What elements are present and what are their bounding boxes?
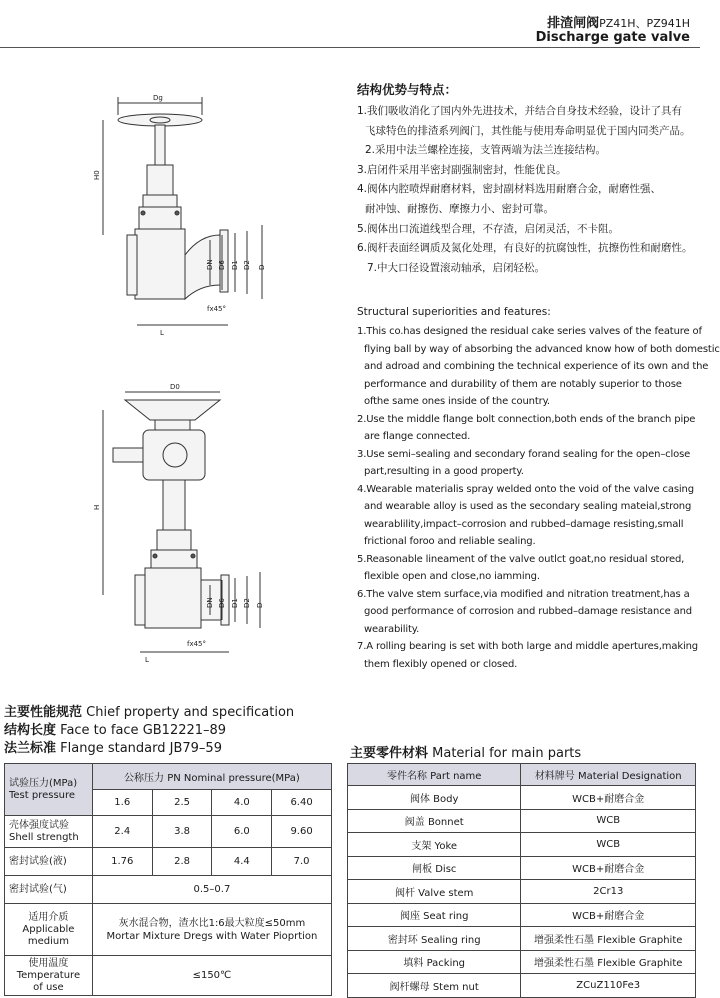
feature-en-line: and wearable alloy is used as the secondary sealing mateial,strong: [364, 501, 692, 512]
feature-en-line: ofthe same ones inside of the country.: [364, 396, 550, 407]
feature-cn-line: 飞球特色的排渣系列阀门，其性能与使用寿命明显优于国内同类产品。: [365, 124, 691, 137]
material: WCB+耐磨合金: [521, 903, 696, 927]
dim-dg: Dg: [153, 94, 163, 102]
feature-cn-line: 1.我们吸收消化了国内外先进技术，并结合自身技术经验，设计了具有: [357, 105, 683, 117]
material: 增强柔性石墨 Flexible Graphite: [521, 950, 696, 974]
spec-line-2: 结构长度 Face to face GB12221–89: [4, 723, 227, 738]
seal-gas-label: 密封试验(气): [5, 876, 93, 904]
part-name: 阀体 Body: [348, 786, 521, 810]
feature-en-line: 6.The valve stem surface,via modified and nitration treatment,has a: [357, 588, 690, 600]
part-name: 密封环 Sealing ring: [348, 927, 521, 951]
feature-cn-line: 3.启闭件采用半密封副强制密封，性能优良。: [357, 163, 567, 176]
dim-l: L: [160, 329, 164, 337]
cell: 6.0: [212, 816, 272, 848]
feature-en-line: and adroad and combining the technical experience of its own and the: [364, 361, 709, 372]
header-title-en: Discharge gate valve: [535, 30, 690, 45]
table-row: [348, 974, 696, 998]
dim-dn-2: DN: [206, 597, 214, 608]
table-row: [348, 833, 696, 857]
feature-en-line: 3.Use semi–sealing and secondary forand sealing for the open–close: [357, 448, 691, 460]
seal-liquid-label: 密封试验(液): [5, 848, 93, 876]
feature-cn-line: 耐冲蚀、耐擦伤、摩擦力小、密封可靠。: [365, 202, 554, 215]
temperature-label: 使用温度 Temperature of use: [5, 956, 93, 996]
table-row: [5, 848, 332, 876]
table-row: [348, 880, 696, 904]
handwheel-valve-drawing: [95, 85, 295, 340]
material: 增强柔性石墨 Flexible Graphite: [521, 927, 696, 951]
dim-dn: DN: [206, 259, 214, 270]
feature-en-line: them flexibly opened or closed.: [364, 658, 518, 670]
part-name: 闸板 Disc: [348, 856, 521, 880]
table-row: [5, 876, 332, 904]
features-en-list: [357, 323, 720, 673]
feature-cn-line: 7.中大口径设置滚动轴承，启闭轻松。: [367, 261, 546, 274]
dim-d6: D6: [218, 260, 226, 270]
cell: 2.4: [92, 816, 152, 848]
feature-en-line: wearablility,impact–corrosion and rubbed–damage resisting,small: [364, 518, 684, 530]
feature-en-line: part,resulting in a good property.: [364, 466, 524, 477]
pn-value: 6.40: [272, 790, 332, 816]
material: 2Cr13: [521, 880, 696, 904]
feature-en-line: 4.Wearable materialis spray welded onto the void of the valve casing: [357, 483, 694, 495]
feature-cn-line: 6.阀杆表面经调质及氮化处理，有良好的抗腐蚀性，抗擦伤性和耐磨性。: [357, 242, 693, 255]
cell: 3.8: [152, 816, 212, 848]
spec-line-1: 主要性能规范 Chief property and specification: [4, 705, 295, 720]
feature-en-line: flexible open and close,no iamming.: [364, 571, 540, 582]
feature-en-line: flying ball by way of absorbing the advanced know how of both domestic: [364, 343, 720, 355]
header-title-cn: 排渣闸阀: [547, 16, 600, 31]
header-divider: [0, 47, 700, 48]
table-row: [348, 786, 696, 810]
feature-en-line: 2.Use the middle flange bolt connection,both ends of the branch pipe: [357, 413, 696, 425]
material: WCB: [521, 833, 696, 857]
shell-strength-label: 壳体强度试验 Shell strength: [5, 816, 93, 848]
part-name: 填料 Packing: [348, 950, 521, 974]
feature-en-line: 1.This co.has designed the residual cake series valves of the feature of: [357, 326, 702, 337]
feature-en-line: frictional foroo and reliable sealing.: [364, 536, 536, 547]
features-en-title: Structural superiorities and features:: [357, 306, 551, 318]
part-name-header: 零件名称 Part name: [348, 764, 521, 786]
pn-value: 4.0: [212, 790, 272, 816]
feature-en-line: 7.A rolling bearing is set with both large and middle apertures,making: [357, 641, 698, 652]
dim-d1: D1: [231, 260, 239, 270]
dim-d0: D0: [170, 383, 180, 391]
dim-h: H: [93, 504, 101, 510]
spec-line-3: 法兰标准 Flange standard JB79–59: [4, 741, 222, 756]
dim-d6-2: D6: [218, 598, 226, 608]
dim-fx45-2: fx45°: [187, 640, 207, 648]
dim-fx45: fx45°: [207, 305, 227, 313]
cell: 1.76: [92, 848, 152, 876]
part-name: 阀杆螺母 Stem nut: [348, 974, 521, 998]
header-title: [547, 12, 690, 31]
materials-table: [347, 763, 696, 998]
material: WCB+耐磨合金: [521, 786, 696, 810]
feature-cn-line: 5.阀体出口流道线型合理，不存渣，启闭灵活，不卡阻。: [357, 222, 620, 235]
material: WCB: [521, 809, 696, 833]
feature-en-line: 5.Reasonable lineament of the valve outlct goat,no residual stored,: [357, 553, 685, 565]
dim-d: D: [258, 264, 266, 270]
dim-l-2: L: [145, 656, 149, 664]
table-row: [5, 904, 332, 956]
feature-cn-line: 4.阀体内腔喷焊耐磨材料，密封副材料选用耐磨合金，耐磨性强、: [357, 183, 662, 196]
table-row: [348, 809, 696, 833]
dim-h0: H0: [93, 170, 101, 180]
table-row: [348, 927, 696, 951]
cell: 7.0: [272, 848, 332, 876]
dim-d2-2: D2: [243, 598, 251, 608]
pn-value: 1.6: [92, 790, 152, 816]
test-pressure-label: 试验压力(MPa) Test pressure: [5, 764, 93, 816]
feature-en-line: wearability.: [364, 623, 420, 635]
dim-d2: D2: [243, 260, 251, 270]
cell: 2.8: [152, 848, 212, 876]
table-row: [348, 903, 696, 927]
feature-cn-line: 2.采用中法兰螺栓连接，支管两端为法兰连接结构。: [365, 144, 607, 157]
pressure-table: [4, 763, 332, 996]
feature-en-line: are flange connected.: [364, 431, 471, 442]
header-models: PZ41H、PZ941H: [599, 17, 690, 30]
pn-value: 2.5: [152, 790, 212, 816]
table-row: [348, 856, 696, 880]
material-header: 材料牌号 Material Designation: [521, 764, 696, 786]
cell: 9.60: [272, 816, 332, 848]
medium-label: 适用介质 Applicable medium: [5, 904, 93, 956]
table-row: [5, 956, 332, 996]
table-row: [5, 816, 332, 848]
feature-en-line: good performance of corrosion and rubbed–damage resistance and: [364, 606, 692, 617]
table-row: [348, 950, 696, 974]
nominal-pressure-header: 公称压力 PN Nominal pressure(MPa): [92, 764, 331, 790]
material: WCB+耐磨合金: [521, 856, 696, 880]
cell: 4.4: [212, 848, 272, 876]
features-cn-title: 结构优势与特点：: [357, 82, 458, 97]
electric-valve-drawing: [95, 380, 295, 665]
part-name: 阀座 Seat ring: [348, 903, 521, 927]
materials-title: 主要零件材料 Material for main parts: [350, 746, 582, 761]
temperature-value: ≤150℃: [92, 956, 331, 996]
part-name: 阀盖 Bonnet: [348, 809, 521, 833]
spec-block: [4, 704, 294, 758]
dim-d1-2: D1: [231, 598, 239, 608]
features-cn-list: [357, 102, 697, 278]
part-name: 支架 Yoke: [348, 833, 521, 857]
seal-gas-value: 0.5–0.7: [92, 876, 331, 904]
dim-d-2: D: [256, 602, 264, 608]
feature-en-line: performance and durability of them are notably superior to those: [364, 378, 682, 390]
material: ZCuZ110Fe3: [521, 974, 696, 998]
part-name: 阀杆 Valve stem: [348, 880, 521, 904]
medium-value: 灰水混合物，渣水比1:6最大粒度≤50mm Mortar Mixture Dregs with Water Pioprtion: [92, 904, 331, 956]
